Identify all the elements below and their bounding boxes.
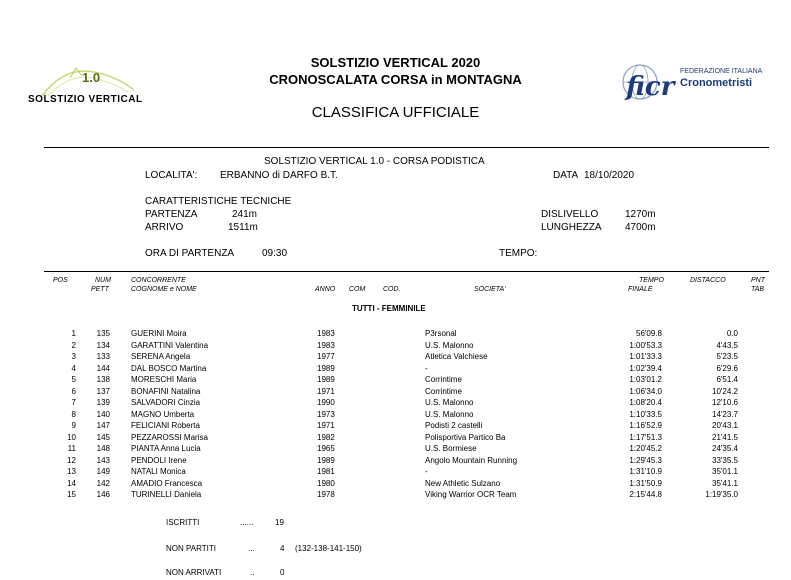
- row-name: MORESCHI Maria: [131, 375, 197, 384]
- partenza-value: 241m: [232, 209, 258, 220]
- row-name: MAGNO Umberta: [131, 409, 195, 419]
- row-societa: Podisti 2 castelli: [425, 421, 483, 430]
- row-name: TURINELLI Daniela: [131, 490, 202, 499]
- row-tempo: 2:15'44.8: [629, 490, 662, 499]
- partenza-label: PARTENZA: [145, 209, 198, 220]
- row-anno: 1989: [317, 363, 335, 373]
- row-societa: U.S. Malonno: [425, 340, 474, 350]
- table-row: [0, 398, 791, 410]
- row-distacco: 21'41.5: [712, 432, 738, 442]
- row-num: 134: [96, 340, 110, 350]
- non-partiti-list: (132-138-141-150): [295, 544, 362, 553]
- row-name: NATALI Monica: [131, 467, 186, 476]
- section-title: TUTTI - FEMMINILE: [352, 304, 426, 313]
- iscritti-value: 19: [275, 518, 284, 527]
- row-num: 135: [96, 329, 110, 338]
- row-distacco: 35'01.1: [712, 467, 738, 476]
- row-name: AMADIO Francesca: [131, 478, 203, 488]
- row-name: DAL BOSCO Martina: [131, 363, 207, 373]
- row-anno: 1983: [317, 340, 335, 350]
- report-subtitle: CRONOSCALATA CORSA in MONTAGNA: [269, 72, 522, 87]
- row-tempo: 1:10'33.5: [629, 409, 662, 419]
- row-societa: Corrintime: [425, 375, 462, 384]
- col-finale: FINALE: [628, 286, 653, 293]
- ficr-line2: Cronometristi: [680, 77, 753, 89]
- row-societa: U.S. Malonno: [425, 398, 474, 407]
- row-societa: Polisportiva Partico Ba: [425, 432, 506, 442]
- row-distacco: 14'23.7: [712, 409, 738, 419]
- row-num: 142: [96, 478, 110, 488]
- table-row: [0, 444, 791, 456]
- row-tempo: 1:16'52.9: [629, 421, 662, 430]
- row-tempo: 1:29'45.3: [629, 455, 662, 465]
- table-row: [0, 490, 791, 502]
- row-societa: P3rsonal: [425, 329, 457, 338]
- table-row: [0, 479, 791, 491]
- row-tempo: 1:06'34.0: [629, 386, 662, 396]
- row-anno: 1989: [317, 375, 335, 384]
- row-distacco: 1:19'35.0: [705, 490, 738, 499]
- row-num: 146: [96, 490, 110, 499]
- row-tempo: 1:31'10.9: [629, 467, 662, 476]
- row-distacco: 35'41.1: [712, 478, 738, 488]
- row-name: PIANTA Anna Lucia: [131, 444, 201, 453]
- lunghezza-label: LUNGHEZZA: [541, 222, 602, 233]
- row-pos: 11: [67, 444, 76, 453]
- row-pos: 2: [71, 340, 76, 350]
- table-row: [0, 352, 791, 364]
- non-partiti-dots: ...: [248, 544, 255, 553]
- ora-partenza-value: 09:30: [262, 248, 288, 259]
- table-row: [0, 410, 791, 422]
- row-anno: 1989: [317, 455, 335, 465]
- row-tempo: 1:17'51.3: [629, 432, 662, 442]
- row-tempo: 56'09.8: [636, 329, 662, 338]
- row-pos: 6: [71, 386, 76, 396]
- row-societa: Viking Warrior OCR Team: [425, 490, 517, 499]
- divider-mid: [44, 271, 769, 272]
- data-value: 18/10/2020: [584, 170, 635, 181]
- col-concorrente: CONCORRENTE: [131, 277, 186, 284]
- row-pos: 13: [67, 467, 76, 476]
- col-anno: ANNO: [315, 286, 336, 293]
- caratteristiche-label: CARATTERISTICHE TECNICHE: [145, 196, 292, 207]
- col-pett: PETT: [91, 286, 109, 293]
- row-anno: 1983: [317, 329, 335, 338]
- table-row: [0, 421, 791, 433]
- row-distacco: 5'23.5: [716, 352, 738, 361]
- row-tempo: 1:01'33.3: [629, 352, 662, 361]
- row-num: 133: [96, 352, 110, 361]
- arrivo-value: 1511m: [228, 222, 258, 233]
- table-row: [0, 364, 791, 376]
- row-pos: 4: [71, 363, 76, 373]
- dislivello-label: DISLIVELLO: [541, 209, 599, 220]
- col-distacco: DISTACCO: [690, 277, 726, 284]
- row-anno: 1978: [317, 490, 335, 499]
- row-name: SALVADORI Cinzia: [131, 398, 201, 407]
- col-pos: POS: [53, 277, 68, 284]
- arrivo-label: ARRIVO: [145, 222, 184, 233]
- row-pos: 5: [71, 375, 76, 384]
- table-row: [0, 329, 791, 341]
- row-distacco: 0.0: [726, 329, 738, 338]
- non-partiti-value: 4: [280, 544, 285, 553]
- row-name: PEZZAROSSI Marisa: [131, 432, 208, 442]
- row-name: SERENA Angela: [131, 352, 191, 361]
- iscritti-dots: ......: [240, 518, 254, 527]
- row-distacco: 33'35.5: [712, 455, 738, 465]
- row-distacco: 4'43.5: [716, 340, 738, 350]
- logo-number: 1.0: [82, 70, 101, 85]
- row-societa: -: [425, 467, 428, 476]
- row-tempo: 1:00'53.3: [629, 340, 662, 350]
- row-num: 140: [96, 409, 110, 419]
- col-com: COM: [349, 286, 366, 293]
- tempo-label: TEMPO:: [499, 248, 538, 259]
- iscritti-label: ISCRITTI: [166, 518, 200, 527]
- row-pos: 7: [71, 398, 76, 407]
- row-name: PENDOLI Irene: [131, 455, 187, 465]
- row-name: FELICIANI Roberta: [131, 421, 200, 430]
- data-label: DATA: [553, 170, 579, 181]
- table-row: [0, 341, 791, 353]
- col-cod: COD.: [383, 286, 401, 293]
- row-num: 149: [96, 467, 110, 476]
- non-partiti-label: NON PARTITI: [166, 544, 216, 553]
- divider-top: [44, 147, 769, 148]
- row-societa: Angolo Mountain Running: [425, 455, 518, 465]
- row-anno: 1981: [317, 467, 335, 476]
- row-tempo: 1:02'39.4: [629, 363, 662, 373]
- col-num: NUM: [95, 277, 111, 284]
- row-anno: 1965: [317, 444, 335, 453]
- row-anno: 1980: [317, 478, 335, 488]
- row-anno: 1971: [317, 386, 335, 396]
- row-distacco: 24'35.4: [712, 444, 738, 453]
- row-distacco: 6'29.6: [716, 363, 738, 373]
- logo-text: SOLSTIZIO VERTICAL: [28, 94, 143, 105]
- row-societa: Corrintime: [425, 386, 462, 396]
- localita-label: LOCALITA':: [145, 170, 198, 181]
- row-anno: 1977: [317, 352, 335, 361]
- row-tempo: 1:20'45.2: [629, 444, 662, 453]
- lunghezza-value: 4700m: [625, 222, 656, 233]
- row-num: 144: [96, 363, 110, 373]
- row-num: 143: [96, 455, 110, 465]
- col-tab: TAB: [751, 286, 765, 293]
- row-num: 139: [96, 398, 110, 407]
- table-row: [0, 456, 791, 468]
- col-tempo: TEMPO: [639, 277, 664, 284]
- row-societa: -: [425, 363, 428, 373]
- row-name: BONAFINI Natalina: [131, 386, 201, 396]
- non-arrivati-value: 0: [280, 568, 285, 577]
- row-distacco: 12'10.6: [712, 398, 738, 407]
- row-societa: Atletica Valchiese: [425, 352, 488, 361]
- row-tempo: 1:08'20.4: [629, 398, 662, 407]
- ora-partenza-label: ORA DI PARTENZA: [145, 248, 235, 259]
- table-row: [0, 433, 791, 445]
- event-name: SOLSTIZIO VERTICAL 1.0 - CORSA PODISTICA: [264, 156, 485, 167]
- row-anno: 1990: [317, 398, 335, 407]
- row-num: 147: [96, 421, 110, 430]
- row-num: 145: [96, 432, 110, 442]
- row-pos: 12: [67, 455, 76, 465]
- row-tempo: 1:03'01.2: [629, 375, 662, 384]
- row-num: 138: [96, 375, 110, 384]
- row-pos: 9: [71, 421, 76, 430]
- row-pos: 15: [67, 490, 76, 499]
- ficr-line1: FEDERAZIONE ITALIANA: [680, 68, 763, 75]
- row-pos: 3: [71, 352, 76, 361]
- row-pos: 10: [67, 432, 76, 442]
- row-tempo: 1:31'50.9: [629, 478, 662, 488]
- row-distacco: 20'43.1: [712, 421, 738, 430]
- col-pnt: PNT: [751, 277, 765, 284]
- ficr-mark: ficr: [626, 72, 675, 102]
- row-pos: 1: [71, 329, 76, 338]
- row-anno: 1982: [317, 432, 335, 442]
- table-row: [0, 375, 791, 387]
- row-pos: 8: [71, 409, 76, 419]
- row-societa: U.S. Malonno: [425, 409, 474, 419]
- table-row: [0, 467, 791, 479]
- col-societa: SOCIETA': [474, 286, 506, 293]
- row-distacco: 6'51.4: [716, 375, 738, 384]
- table-row: [0, 387, 791, 399]
- row-num: 137: [96, 386, 110, 396]
- localita-value: ERBANNO di DARFO B.T.: [220, 170, 338, 181]
- row-societa: U.S. Bormiese: [425, 444, 477, 453]
- non-arrivati-label: NON ARRIVATI: [166, 568, 222, 577]
- row-name: GUERINI Moira: [131, 329, 187, 338]
- non-arrivati-dots: ..: [250, 568, 255, 577]
- row-distacco: 10'24.2: [712, 386, 738, 396]
- dislivello-value: 1270m: [625, 209, 656, 220]
- report-title: SOLSTIZIO VERTICAL 2020: [310, 55, 481, 70]
- row-anno: 1971: [317, 421, 335, 430]
- row-societa: New Athletic Sulzano: [425, 478, 501, 488]
- report-heading: CLASSIFICA UFFICIALE: [311, 104, 480, 121]
- row-pos: 14: [67, 478, 76, 488]
- row-num: 148: [96, 444, 110, 453]
- col-cognome-nome: COGNOME e NOME: [131, 286, 197, 293]
- row-name: GARATTINI Valentina: [131, 340, 209, 350]
- row-anno: 1973: [317, 409, 335, 419]
